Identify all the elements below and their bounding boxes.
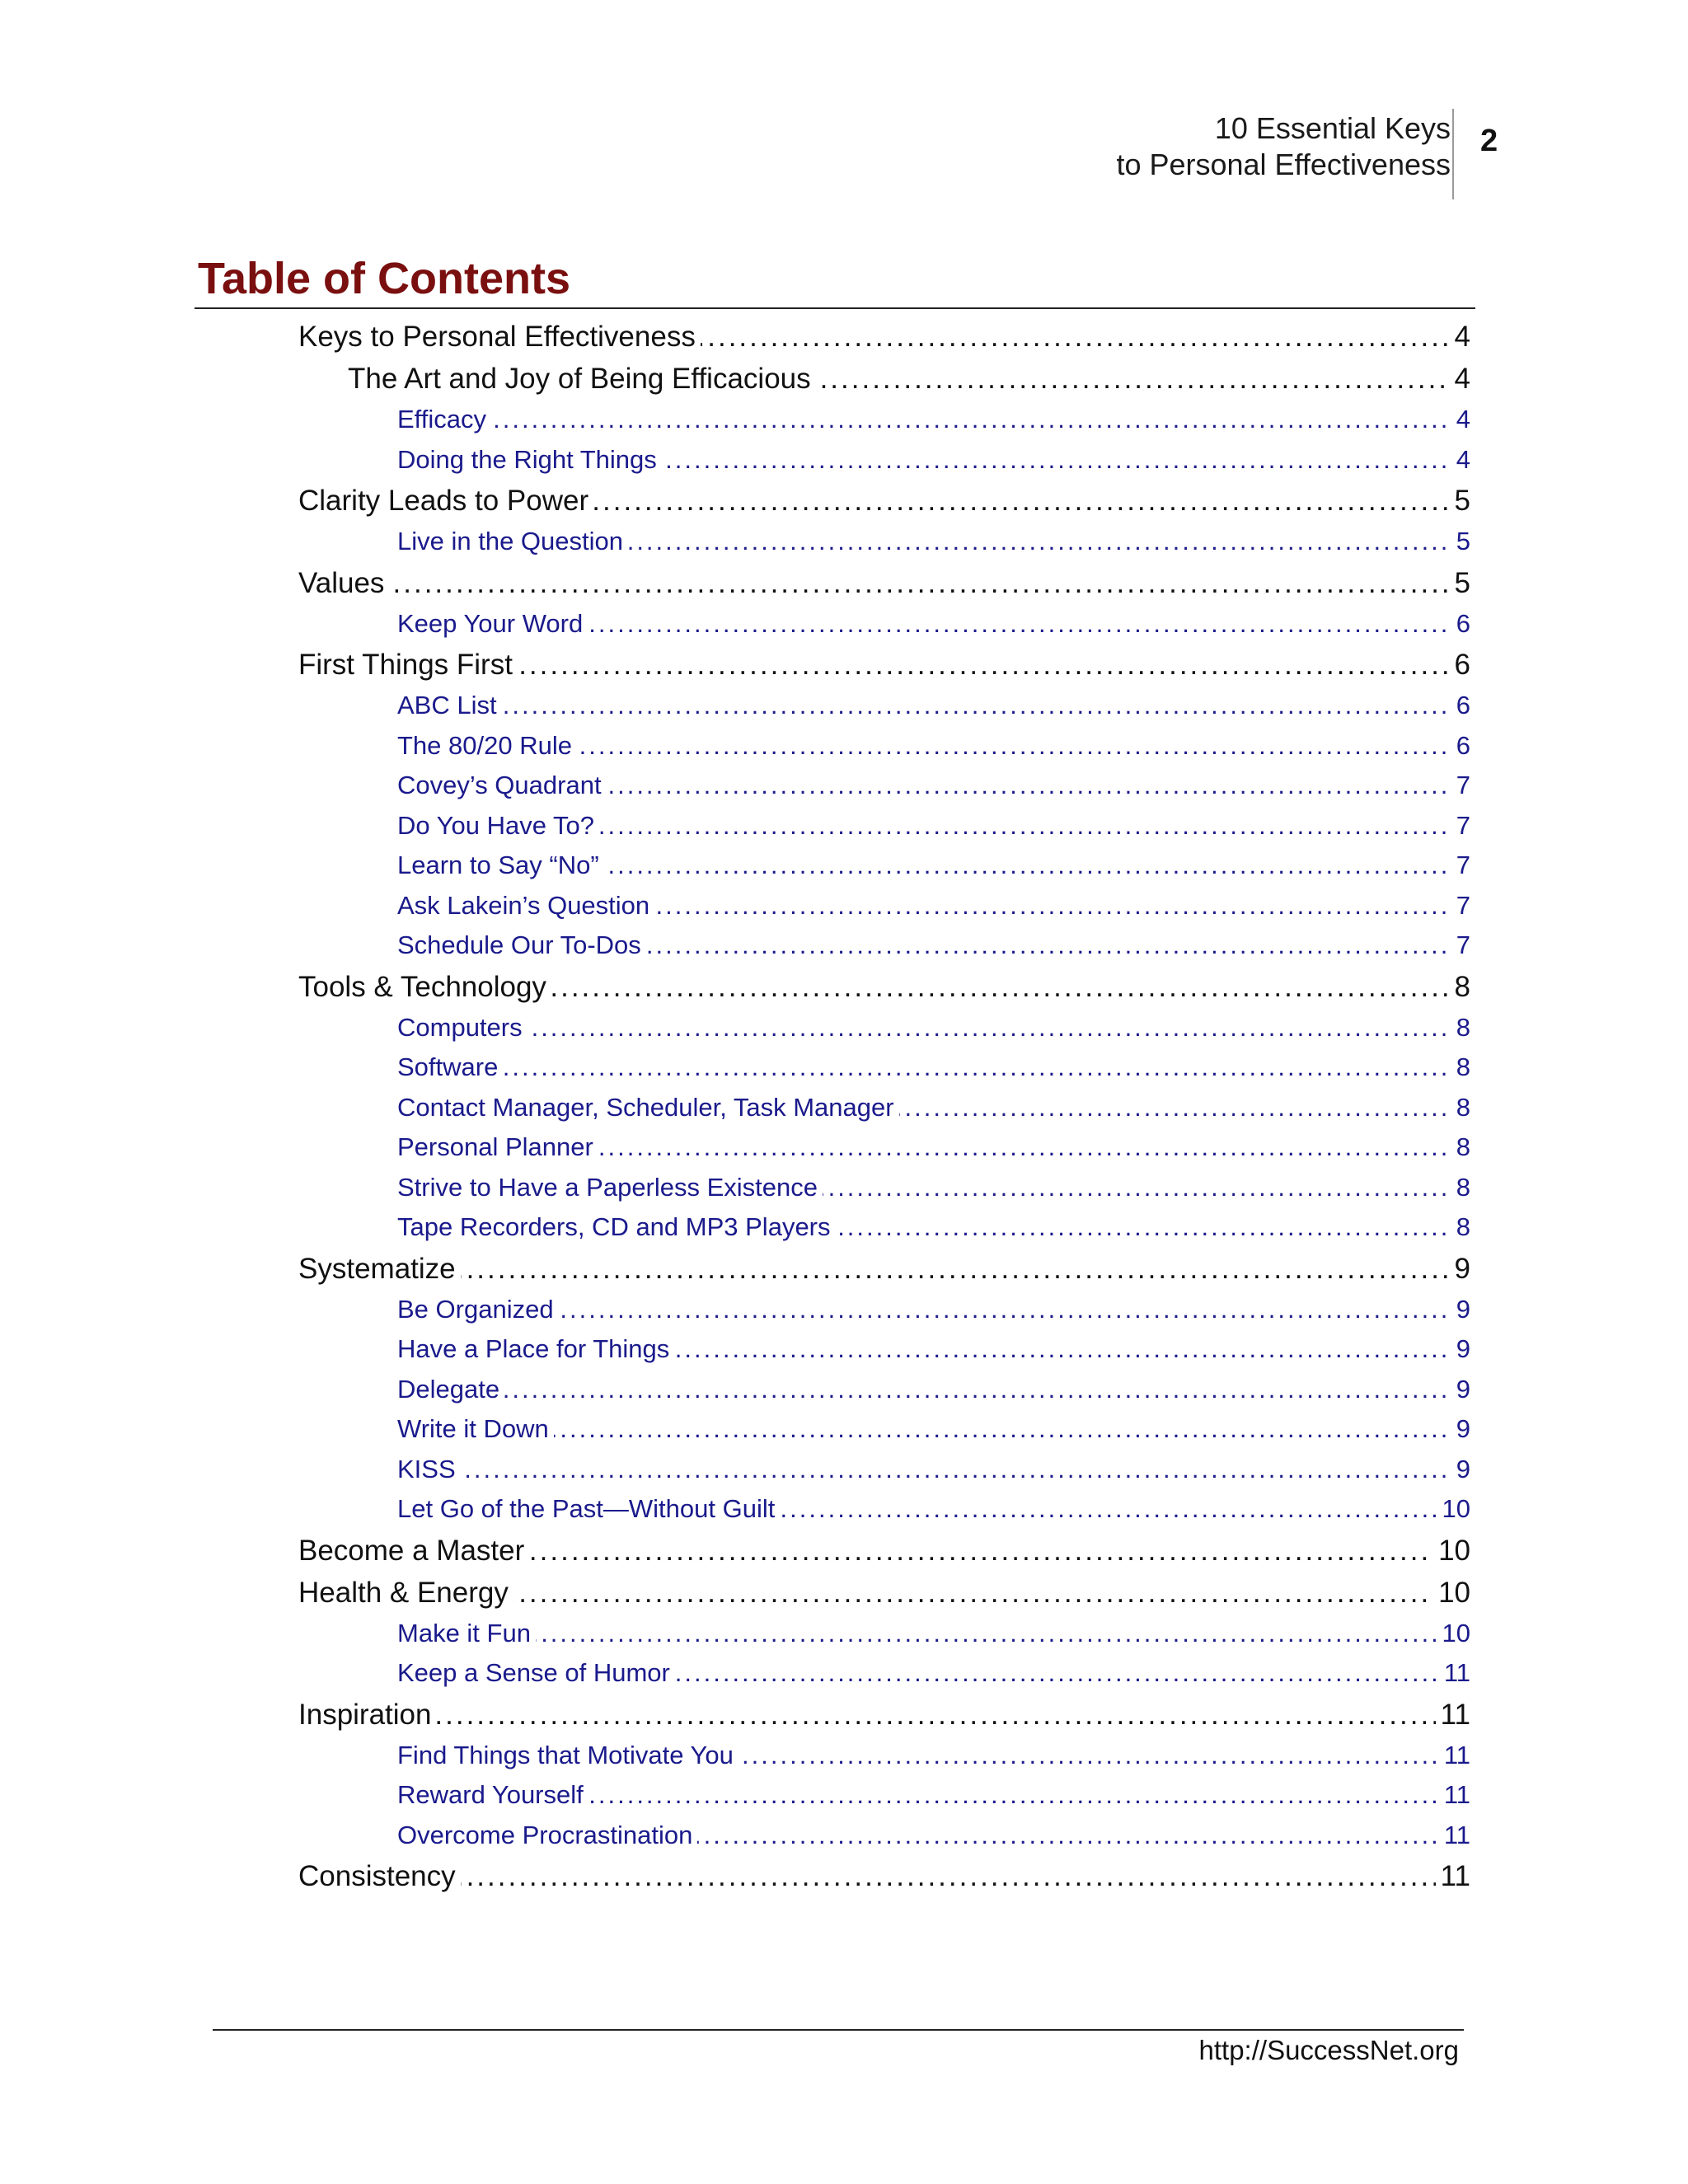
footer-rule [213,2029,1464,2031]
toc-entry-page-number: 7 [1451,766,1470,806]
toc-entry-page-number: 8 [1450,966,1470,1008]
toc-subentry-link[interactable] [397,926,1470,966]
toc-entry-label: Strive to Have a Paperless Existence [397,1173,823,1202]
toc-entry-page-number: 11 [1439,1736,1470,1776]
toc-entry-label: Doing the Right Things [397,445,662,474]
toc-entry-label: Tools & Technology [298,971,551,1003]
toc-entry-label: Consistency [298,1860,461,1892]
toc-entry-label: Tape Recorders, CD and MP3 Players [397,1212,836,1241]
toc-entry-label: The Art and Joy of Being Efficacious [348,363,816,395]
toc-entry-page-number: 6 [1451,726,1470,766]
toc-entry-label: Health & Energy [298,1577,513,1609]
toc-entry-label: Inspiration [298,1699,436,1731]
toc-entry-label: Become a Master [298,1535,529,1567]
toc-entry-label: Make it Fun [397,1619,536,1647]
header-divider [1452,109,1454,199]
dot-leader [298,1694,1470,1736]
toc-subentry-link[interactable] [397,1816,1470,1856]
toc-entry-page-number: 11 [1439,1775,1470,1816]
toc-subentry-link[interactable] [397,886,1470,926]
toc-entry-page-number: 8 [1451,1127,1470,1168]
toc-subentry-link[interactable] [397,846,1470,886]
toc-entry[interactable] [298,1530,1470,1572]
toc-entry-page-number: 8 [1451,1168,1470,1208]
toc-subentry-link[interactable] [397,1047,1470,1088]
toc-entry-page-number: 6 [1451,604,1470,644]
toc-entry-page-number: 6 [1451,686,1470,726]
toc-subentry-link[interactable] [397,1489,1470,1530]
toc-entry-page-number: 4 [1451,400,1470,440]
toc-entry-label: Covey’s Quadrant [397,771,607,799]
toc-entry-label: Contact Manager, Scheduler, Task Manager [397,1093,899,1122]
dot-leader [397,1008,1470,1048]
toc-entry-label: Overcome Procrastination [397,1821,697,1849]
toc-entry-page-number: 7 [1451,926,1470,966]
toc-entry-page-number: 4 [1450,358,1470,400]
toc-subentry-link[interactable] [397,1290,1470,1330]
toc-entry-page-number: 9 [1451,1409,1470,1450]
toc-entry-label: Personal Planner [397,1132,598,1161]
toc-entry-label: Computers [397,1013,528,1042]
toc-entry-page-number: 4 [1451,440,1470,480]
toc-entry-page-number: 4 [1450,316,1470,358]
toc-entry-label: Let Go of the Past—Without Guilt [397,1494,780,1523]
toc-subentry-link[interactable] [397,1409,1470,1450]
toc-entry-label: Learn to Say “No” [397,851,604,879]
toc-subentry-link[interactable] [397,766,1470,806]
toc-entry-label: Delegate [397,1375,504,1404]
dot-leader [397,1370,1470,1410]
toc-entry-label: Do You Have To? [397,811,599,840]
toc-entry[interactable] [298,562,1470,604]
toc-entry-page-number: 9 [1450,1248,1470,1290]
toc-entry-label: Keys to Personal Effectiveness [298,321,701,353]
toc-entry-label: Software [397,1052,503,1081]
title-rule [195,307,1475,309]
toc-entry-page-number: 11 [1439,1653,1470,1694]
toc-subentry-link[interactable] [397,1008,1470,1048]
toc-entry-label: The 80/20 Rule [397,731,577,760]
toc-entry-label: Reward Yourself [397,1780,588,1809]
dot-leader [397,1047,1470,1088]
dot-leader [397,1409,1470,1450]
toc-subentry-link[interactable] [397,806,1470,846]
toc-subentry-link[interactable] [397,604,1470,644]
toc-entry-label: Have a Place for Things [397,1334,674,1363]
toc-entry[interactable] [298,1855,1470,1897]
toc-entry-label: Values [298,567,389,599]
toc-subentry-link[interactable] [397,1775,1470,1816]
toc-entry-page-number: 6 [1450,644,1470,686]
footer-url[interactable]: http://SuccessNet.org [1198,2035,1459,2065]
toc-entry-page-number: 7 [1451,846,1470,886]
toc-subentry-link[interactable] [397,1653,1470,1694]
dot-leader [298,562,1470,604]
toc-subentry-link[interactable] [397,1329,1470,1370]
toc-entry-label: Ask Lakein’s Question [397,891,654,920]
toc-entry[interactable] [348,358,1470,400]
dot-leader [298,1248,1470,1290]
toc-entry-page-number: 9 [1451,1329,1470,1370]
toc-entry-label: Schedule Our To-Dos [397,930,646,959]
toc-entry-label: Keep a Sense of Humor [397,1658,675,1687]
toc-entry-page-number: 7 [1451,806,1470,846]
toc-entry-page-number: 11 [1436,1855,1470,1897]
toc-entry-label: Efficacy [397,405,491,434]
header-title-line-2: to Personal Effectiveness [1116,148,1451,181]
toc-title: Table of Contents [198,254,570,303]
toc-entry-page-number: 7 [1451,886,1470,926]
header-title-line-1: 10 Essential Keys [1214,111,1451,145]
toc-subentry-link[interactable] [397,1370,1470,1410]
toc-entry-page-number: 8 [1451,1207,1470,1248]
toc-subentry-link[interactable] [397,522,1470,562]
toc-entry-label: Live in the Question [397,527,628,555]
toc-entry-label: ABC List [397,691,502,719]
toc-subentry-link[interactable] [397,1736,1470,1776]
toc-entry-page-number: 5 [1450,562,1470,604]
toc-subentry-link[interactable] [397,400,1470,440]
toc-entry[interactable] [298,1572,1470,1614]
dot-leader [397,1614,1470,1654]
toc-entry-label: Write it Down [397,1414,554,1443]
toc-subentry-link[interactable] [397,1614,1470,1654]
toc-entry[interactable] [298,644,1470,686]
table-of-contents [0,316,1688,1897]
dot-leader [397,686,1470,726]
toc-entry-page-number: 9 [1451,1370,1470,1410]
dot-leader [397,400,1470,440]
toc-entry-label: Systematize [298,1253,461,1285]
toc-entry-label: Find Things that Motivate You [397,1741,738,1769]
toc-entry-label: KISS [397,1455,461,1483]
toc-entry-page-number: 9 [1451,1450,1470,1490]
dot-leader [298,1855,1470,1897]
toc-entry[interactable] [298,1694,1470,1736]
toc-entry[interactable] [298,1248,1470,1290]
toc-entry-page-number: 10 [1437,1614,1470,1654]
toc-entry-page-number: 9 [1451,1290,1470,1330]
toc-entry[interactable] [298,480,1470,522]
toc-subentry-link[interactable] [397,1207,1470,1248]
toc-entry-page-number: 8 [1451,1047,1470,1088]
toc-subentry-link[interactable] [397,1127,1470,1168]
toc-subentry-link[interactable] [397,440,1470,480]
toc-entry-label: First Things First [298,649,518,681]
toc-entry-page-number: 8 [1451,1008,1470,1048]
toc-entry-page-number: 5 [1451,522,1470,562]
toc-subentry-link[interactable] [397,1450,1470,1490]
toc-entry-page-number: 11 [1439,1816,1470,1856]
toc-entry-page-number: 5 [1450,480,1470,522]
toc-entry-page-number: 10 [1433,1530,1470,1572]
dot-leader [397,1450,1470,1490]
toc-entry-page-number: 10 [1437,1489,1470,1530]
toc-subentry-link[interactable] [397,726,1470,766]
toc-entry-label: Clarity Leads to Power [298,485,593,517]
toc-entry-label: Be Organized [397,1295,559,1324]
toc-entry-page-number: 8 [1451,1088,1470,1128]
toc-entry-page-number: 10 [1433,1572,1470,1614]
toc-entry-label: Keep Your Word [397,609,588,638]
running-header [1116,110,1451,183]
toc-subentry-link[interactable] [397,686,1470,726]
toc-subentry-link[interactable] [397,1088,1470,1128]
toc-entry[interactable] [298,316,1470,358]
toc-subentry-link[interactable] [397,1168,1470,1208]
page-number: 2 [1480,124,1498,158]
toc-entry-page-number: 11 [1436,1694,1470,1736]
toc-entry[interactable] [298,966,1470,1008]
